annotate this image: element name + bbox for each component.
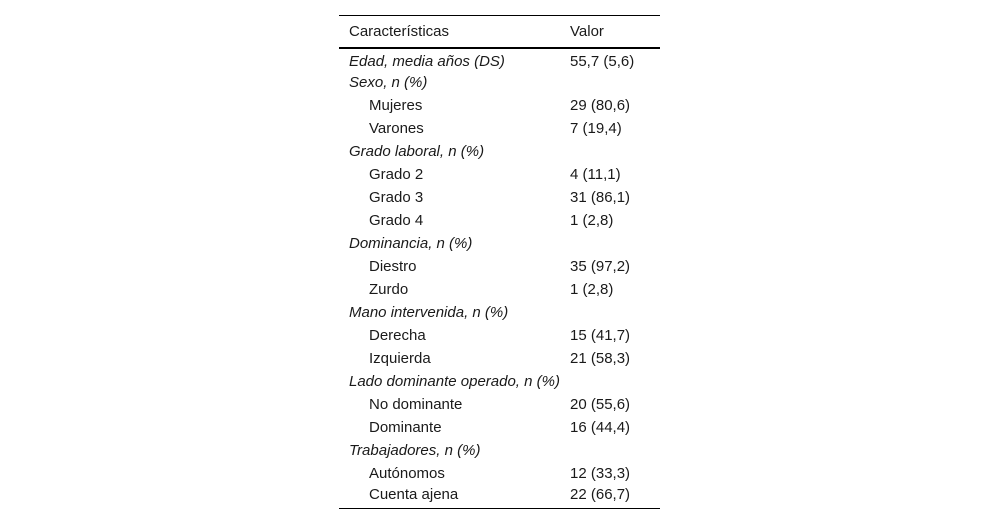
value-cell xyxy=(560,232,660,255)
subcategory-label: Dominante xyxy=(369,419,442,436)
subcategory-label: Diestro xyxy=(369,258,417,275)
table-row xyxy=(339,324,660,347)
category-label: Dominancia, n (%) xyxy=(349,235,473,252)
table-row xyxy=(339,117,660,140)
value-cell: 22 (66,7) xyxy=(570,486,631,504)
table-header xyxy=(339,16,660,49)
subcategory-label: Izquierda xyxy=(369,350,431,367)
value-cell: 12 (33,3) xyxy=(570,465,631,482)
value-cell: 35 (97,2) xyxy=(570,258,631,275)
table-row xyxy=(339,48,660,71)
value-cell xyxy=(560,140,660,163)
table-row xyxy=(339,186,660,209)
value-cell: 29 (80,6) xyxy=(570,97,631,114)
category-label: Trabajadores, n (%) xyxy=(349,442,481,459)
table-row xyxy=(339,393,660,416)
category-label: Lado dominante operado, n (%) xyxy=(349,373,560,390)
table-row xyxy=(339,416,660,439)
category-label: Edad, media años (DS) xyxy=(349,53,505,70)
value-cell xyxy=(560,439,660,462)
value-cell: 4 (11,1) xyxy=(570,166,621,183)
subcategory-label: Zurdo xyxy=(369,281,409,298)
value-cell: 20 (55,6) xyxy=(570,396,631,413)
table-row xyxy=(339,94,660,117)
value-cell xyxy=(560,370,660,393)
subcategory-label: Grado 2 xyxy=(369,166,424,183)
table-row xyxy=(339,485,660,508)
table-row xyxy=(339,439,660,462)
table-row xyxy=(339,232,660,255)
subcategory-label: Autónomos xyxy=(369,465,445,482)
table-row xyxy=(339,209,660,232)
subcategory-label: Grado 4 xyxy=(369,212,424,229)
table-row xyxy=(339,347,660,370)
subcategory-label: Cuenta ajena xyxy=(369,486,459,504)
table-row xyxy=(339,71,660,94)
subcategory-label: Varones xyxy=(369,120,424,137)
subcategory-label: No dominante xyxy=(369,396,463,413)
subcategory-label: Derecha xyxy=(369,327,426,344)
characteristics-table-container xyxy=(339,15,660,509)
value-cell: 55,7 (5,6) xyxy=(570,53,635,70)
header-value: Valor xyxy=(570,23,604,40)
table-row xyxy=(339,278,660,301)
value-cell: 16 (44,4) xyxy=(570,419,631,436)
category-label: Grado laboral, n (%) xyxy=(349,143,485,160)
table-row xyxy=(339,255,660,278)
header-characteristics: Características xyxy=(349,23,450,40)
value-cell: 7 (19,4) xyxy=(570,120,622,137)
table-header-row xyxy=(339,16,660,49)
table-row xyxy=(339,140,660,163)
table-row xyxy=(339,462,660,485)
subcategory-label: Grado 3 xyxy=(369,189,424,206)
table-row xyxy=(339,370,660,393)
category-label: Sexo, n (%) xyxy=(349,74,428,91)
value-cell xyxy=(560,301,660,324)
category-label: Mano intervenida, n (%) xyxy=(349,304,509,321)
value-cell: 1 (2,8) xyxy=(570,281,614,298)
value-cell: 21 (58,3) xyxy=(570,350,631,367)
characteristics-table xyxy=(339,15,660,509)
value-cell: 31 (86,1) xyxy=(570,189,631,206)
value-cell xyxy=(560,71,660,94)
subcategory-label: Mujeres xyxy=(369,97,423,114)
value-cell: 15 (41,7) xyxy=(570,327,631,344)
table-body xyxy=(339,48,660,508)
value-cell: 1 (2,8) xyxy=(570,212,614,229)
table-row xyxy=(339,163,660,186)
table-row xyxy=(339,301,660,324)
